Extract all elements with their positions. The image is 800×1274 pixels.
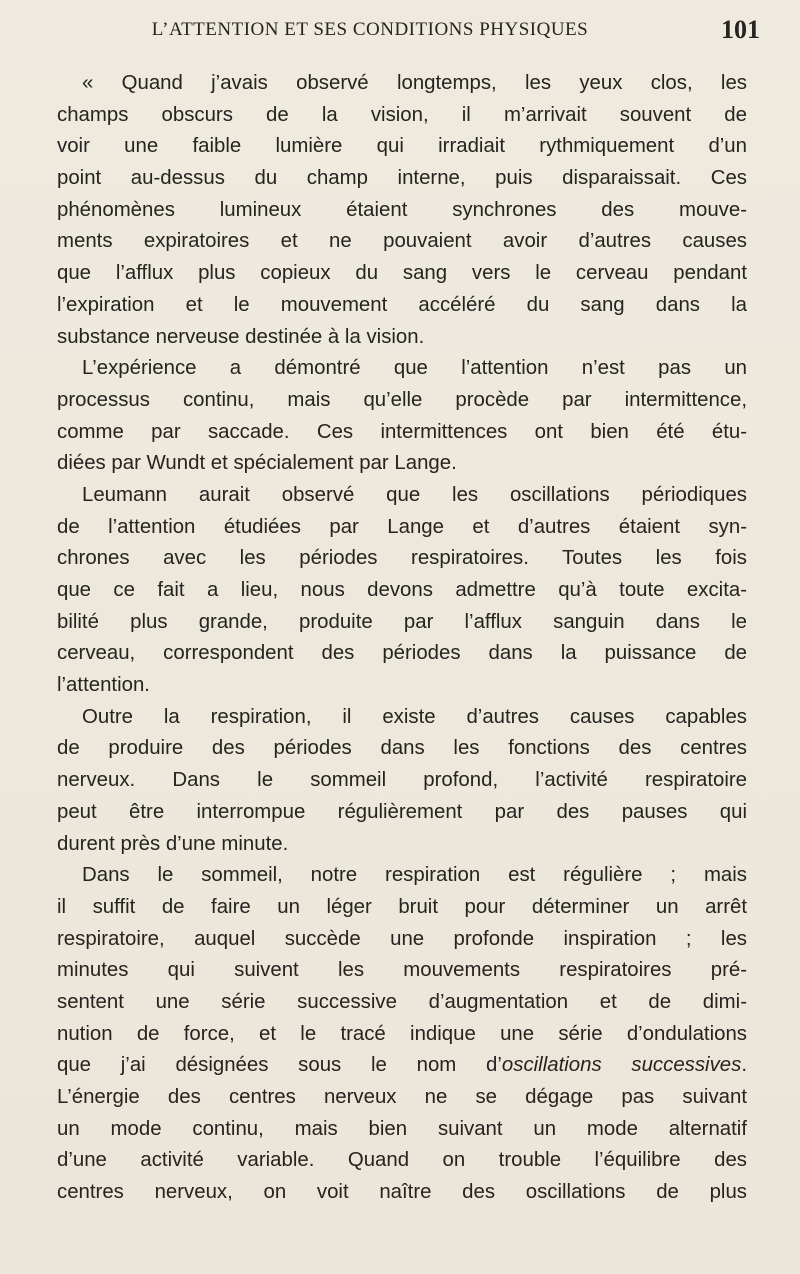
text-line: de produire des périodes dans les fonctions des centres <box>57 737 747 760</box>
text-line: voir une faible lumière qui irradiait rythmiquement d’un <box>57 135 747 158</box>
text-line: Leumann aurait observé que les oscillations périodiques <box>82 483 747 506</box>
text-line: d’une activité variable. Quand on trouble l’équilibre des <box>57 1149 747 1172</box>
text-line: de l’attention étudiées par Lange et d’autres étaient syn- <box>57 515 747 538</box>
text-line: L’énergie des centres nerveux ne se dégage pas suivant <box>57 1086 747 1108</box>
text-line: phénomènes lumineux étaient synchrones des mouve- <box>57 198 747 221</box>
text-line: comme par saccade. Ces intermittences ont bien été étu- <box>57 420 747 443</box>
text-line: centres nerveux, on voit naître des oscillations de plus <box>57 1181 747 1204</box>
text-line: nerveux. Dans le sommeil profond, l’activité respiratoire <box>57 769 747 792</box>
text-line: diées par Wundt et spécialement par Lange. <box>57 452 457 475</box>
body-text <box>57 68 747 1209</box>
text-line: ments expiratoires et ne pouvaient avoir d’autres causes <box>57 230 747 253</box>
text-line: durent près d’une minute. <box>57 832 289 855</box>
text-line: champs obscurs de la vision, il m’arrivait souvent de <box>57 103 747 126</box>
text-line: processus continu, mais qu’elle procède par intermittence, <box>57 388 747 411</box>
text-line: Outre la respiration, il existe d’autres causes capables <box>82 705 747 728</box>
text-line: nution de force, et le tracé indique une série d’ondulations <box>57 1022 747 1045</box>
text-line <box>57 1050 747 1082</box>
text-line: Dans le sommeil, notre respiration est régulière ; mais <box>82 864 747 887</box>
text-line: point au-dessus du champ interne, puis disparaissait. Ces <box>57 167 747 190</box>
italic-term: oscillations successives <box>501 1054 742 1077</box>
line-text-before-italic: que j’ai désignées sous le nom d’ <box>57 1054 502 1077</box>
text-line: un mode continu, mais bien suivant un mode alternatif <box>57 1117 747 1140</box>
text-line: sentent une série successive d’augmentation et de dimi- <box>57 990 747 1013</box>
line-text-after-italic: . <box>741 1054 747 1077</box>
text-line: bilité plus grande, produite par l’afflux sanguin dans le <box>57 610 747 633</box>
text-line: que l’afflux plus copieux du sang vers le cerveau pendant <box>57 262 747 285</box>
running-title: L’ATTENTION ET SES CONDITIONS PHYSIQUES <box>151 19 589 40</box>
text-line: respiratoire, auquel succède une profonde inspiration ; les <box>57 927 747 950</box>
text-line: peut être interrompue régulièrement par des pauses qui <box>57 800 747 823</box>
text-line: l’expiration et le mouvement accéléré du sang dans la <box>57 293 747 316</box>
text-line: que ce fait a lieu, nous devons admettre qu’à toute excita- <box>57 579 747 601</box>
running-head <box>60 15 760 49</box>
text-line: il suffit de faire un léger bruit pour déterminer un arrêt <box>57 895 747 918</box>
text-line: L’expérience a démontré que l’attention n’est pas un <box>82 357 747 380</box>
page-number: 101 <box>721 15 760 44</box>
text-line: cerveau, correspondent des périodes dans la puissance de <box>57 642 747 665</box>
text-line: « Quand j’avais observé longtemps, les yeux clos, les <box>82 72 747 94</box>
text-line: l’attention. <box>57 674 150 697</box>
text-line: minutes qui suivent les mouvements respiratoires pré- <box>57 959 747 982</box>
text-line: substance nerveuse destinée à la vision. <box>57 325 425 348</box>
text-line: chrones avec les périodes respiratoires. Toutes les fois <box>57 547 747 570</box>
